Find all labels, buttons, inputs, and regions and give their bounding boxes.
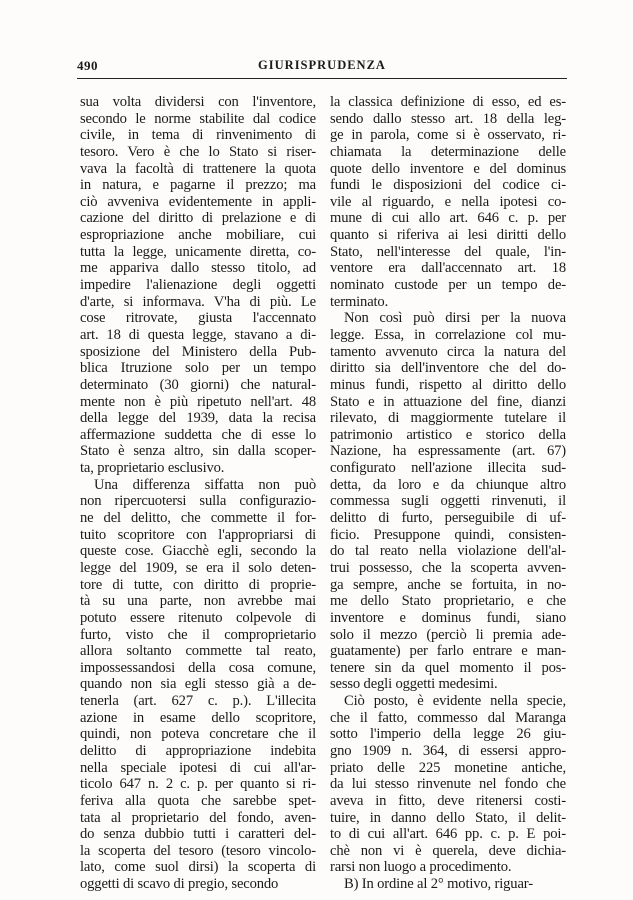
left-column-line: legge del 1909, se era il solo deten-	[80, 559, 316, 576]
left-column-line: art. 18 di questa legge, stavano a di-	[80, 326, 316, 343]
left-column-line: secondo le norme stabilite dal codice	[80, 110, 316, 127]
right-column-line: da lui stesso rinvenute nel fondo che	[330, 776, 566, 793]
right-column-line: ficio. Presuppone quindi, consisten-	[330, 526, 566, 543]
left-column-line: ne del delitto, che commette il for-	[80, 510, 316, 527]
left-column-line: cazione del diritto di prelazione e di	[80, 210, 316, 227]
left-column-line: me appariva dallo stesso titolo, ad	[80, 260, 316, 277]
left-column-line: tà su una parte, non avrebbe mai	[80, 593, 316, 610]
right-column-line: chè non vi è querela, deve dichia-	[330, 842, 566, 859]
left-column-line: sposizione del Ministero della Pub-	[80, 343, 316, 360]
right-column-line: sotto l'imperio della legge 26 giu-	[330, 726, 566, 743]
left-column-line: ticolo 647 n. 2 c. p. per quanto si ri-	[80, 776, 316, 793]
left-column-line: mente non è più ripetuto nell'art. 48	[80, 393, 316, 410]
left-column-line: non ripercuotersi sulla configurazio-	[80, 493, 316, 510]
right-column-line: inventore e dominus fundi, siano	[330, 609, 566, 626]
left-column-line: tenerla (art. 627 c. p.). L'illecita	[80, 693, 316, 710]
left-column-line: vava la facoltà di trattenere la quota	[80, 160, 316, 177]
right-column-line: fundi le disposizioni del codice ci-	[330, 177, 566, 194]
left-column-line: quando non sia egli stesso già a de-	[80, 676, 316, 693]
right-column-line: tenere sin da quel momento il pos-	[330, 659, 566, 676]
left-column-line: do senza dubbio tutti i caratteri del-	[80, 826, 316, 843]
left-column-line: queste cose. Giacchè egli, secondo la	[80, 543, 316, 560]
left-column-line: tuito scopritore con l'appropriarsi di	[80, 526, 316, 543]
right-column-line: quanto si riferiva ai lesi diritti dello	[330, 227, 566, 244]
right-column-line: ga sempre, anche se fortuita, in no-	[330, 576, 566, 593]
page-header	[77, 58, 567, 78]
left-column-line: sua volta dividersi con l'inventore,	[80, 94, 316, 110]
left-column-line: oggetti di scavo di pregio, secondo	[80, 876, 279, 893]
right-column-line: Nazione, ha espressamente (art. 67)	[330, 443, 566, 460]
right-column-line: commessa sugli oggetti rinvenuti, il	[330, 493, 566, 510]
left-column-line: impossessandosi della cosa comune,	[80, 659, 316, 676]
right-column-line: la classica definizione di esso, ed es-	[330, 94, 566, 110]
left-column-line: potuto essere ritenuto colpevole di	[80, 609, 316, 626]
right-column-line: quote dello inventore e del dominus	[330, 160, 566, 177]
right-column-line: patrimonio artistico e storico della	[330, 426, 566, 443]
right-column-line: solo il mezzo (perciò li premia ade-	[330, 626, 566, 643]
right-column-line: diritto sia dell'inventore che del do-	[330, 360, 566, 377]
right-column-line: to di cui all'art. 646 pp. c. p. E poi-	[330, 826, 566, 843]
left-column	[80, 94, 316, 893]
right-column-line: mune di cui allo art. 646 c. p. per	[330, 210, 566, 227]
right-column-line: legge. Essa, in correlazione col mu-	[330, 326, 566, 343]
left-column-line: affermazione suddetta che di esse lo	[80, 426, 316, 443]
right-column-line: chiamata la determinazione delle	[330, 143, 566, 160]
header-rule	[77, 78, 567, 79]
right-column-line: do tal reato nella violazione dell'al-	[330, 543, 566, 560]
right-column-line: che il fatto, commesso dal Maranga	[330, 709, 566, 726]
right-column-line: sesso degli oggetti medesimi.	[330, 676, 498, 693]
left-column-line: delitto di appropriazione indebita	[80, 742, 316, 759]
right-column-line: ventore era dall'accennato art. 18	[330, 260, 566, 277]
left-column-line: cose ritrovate, giusta l'accennato	[80, 310, 316, 327]
right-column-line: me dello Stato proprietario, e che	[330, 593, 566, 610]
right-column-line: rarsi non luogo a procedimento.	[330, 859, 512, 876]
right-column-line: nominato custode per un tempo de-	[330, 277, 566, 294]
right-column-line: ge in parola, come si è osservato, ri-	[330, 127, 566, 144]
left-column-line: in natura, e pagarne il prezzo; ma	[80, 177, 316, 194]
left-column-line: azione in esame dello scopritore,	[80, 709, 316, 726]
right-column	[330, 94, 566, 893]
left-column-line: ta, proprietario esclusivo.	[80, 460, 225, 477]
right-column-line: rilevato, di maggiormente tutelare il	[330, 410, 566, 427]
right-column-line: aveva in fitto, deve ritenersi costi-	[330, 792, 566, 809]
left-column-line: d'arte, si informava. V'ha di più. Le	[80, 293, 316, 310]
left-column-line: civile, in tema di rinvenimento di	[80, 127, 316, 144]
right-column-line: gno 1909 n. 364, di essersi appro-	[330, 742, 566, 759]
right-column-line: terminato.	[330, 293, 389, 310]
right-column-line: vile al riguardo, e nella ipotesi co-	[330, 193, 566, 210]
right-column-line: tamento avvenuto circa la natura del	[330, 343, 566, 360]
right-column-line: sendo dallo stesso art. 18 della leg-	[330, 110, 566, 127]
left-column-line: feriva alla quota che sarebbe spet-	[80, 792, 316, 809]
left-column-line: della legge del 1939, data la recisa	[80, 410, 316, 427]
right-column-line: Non così può dirsi per la nuova	[344, 310, 566, 327]
right-column-line: Stato, nell'interesse del quale, l'in-	[330, 243, 566, 260]
right-column-line: Ciò posto, è evidente nella specie,	[344, 693, 566, 710]
right-column-line: minus fundi, rispetto al diritto dello	[330, 376, 566, 393]
left-column-line: tutta la legge, unicamente diretta, co-	[80, 243, 316, 260]
left-column-line: tore di tutte, con diritto di proprie-	[80, 576, 316, 593]
left-column-line: quindi, non poteva concretare che il	[80, 726, 316, 743]
right-column-line: tuire, in danno dello Stato, il delit-	[330, 809, 566, 826]
left-column-line: impedire l'alienazione degli oggetti	[80, 277, 316, 294]
right-column-line: trui possesso, che la scoperta avven-	[330, 559, 566, 576]
right-column-line: configurato nell'azione illecita sud-	[330, 460, 566, 477]
right-column-line: detta, da loro e da chiunque altro	[330, 476, 566, 493]
left-column-line: ciò avveniva evidentemente in appli-	[80, 193, 316, 210]
left-column-line: la scoperta del tesoro (tesoro vincolo-	[80, 842, 316, 859]
right-column-line: B) In ordine al 2° motivo, riguar-	[344, 876, 533, 893]
left-column-line: allora soltanto commette tal reato,	[80, 643, 316, 660]
left-column-line: furto, visto che il comproprietario	[80, 626, 316, 643]
left-column-line: blica Itruzione solo per un tempo	[80, 360, 316, 377]
left-column-line: determinato (30 giorni) che natural-	[80, 376, 316, 393]
right-column-line: Stato e in attuazione del fine, dianzi	[330, 393, 566, 410]
running-head: GIURISPRUDENZA	[258, 58, 386, 72]
left-column-line: lato, come suol dirsi) la scoperta di	[80, 859, 316, 876]
left-column-line: tesoro. Vero è che lo Stato si riser-	[80, 143, 316, 160]
right-column-line: priato delle 225 monetine antiche,	[330, 759, 566, 776]
right-column-line: delitto di furto, perseguibile di uf-	[330, 510, 566, 527]
left-column-line: Una differenza siffatta non può	[94, 476, 316, 493]
left-column-line: nella speciale ipotesi di cui all'ar-	[80, 759, 316, 776]
left-column-line: tata al proprietario del fondo, aven-	[80, 809, 316, 826]
left-column-line: espropriazione anche mobiliare, cui	[80, 227, 316, 244]
right-column-line: guatamente) per farlo entrare e man-	[330, 643, 566, 660]
left-column-line: Stato è senza altro, sin dalla scoper-	[80, 443, 316, 460]
page-number: 490	[77, 58, 98, 73]
